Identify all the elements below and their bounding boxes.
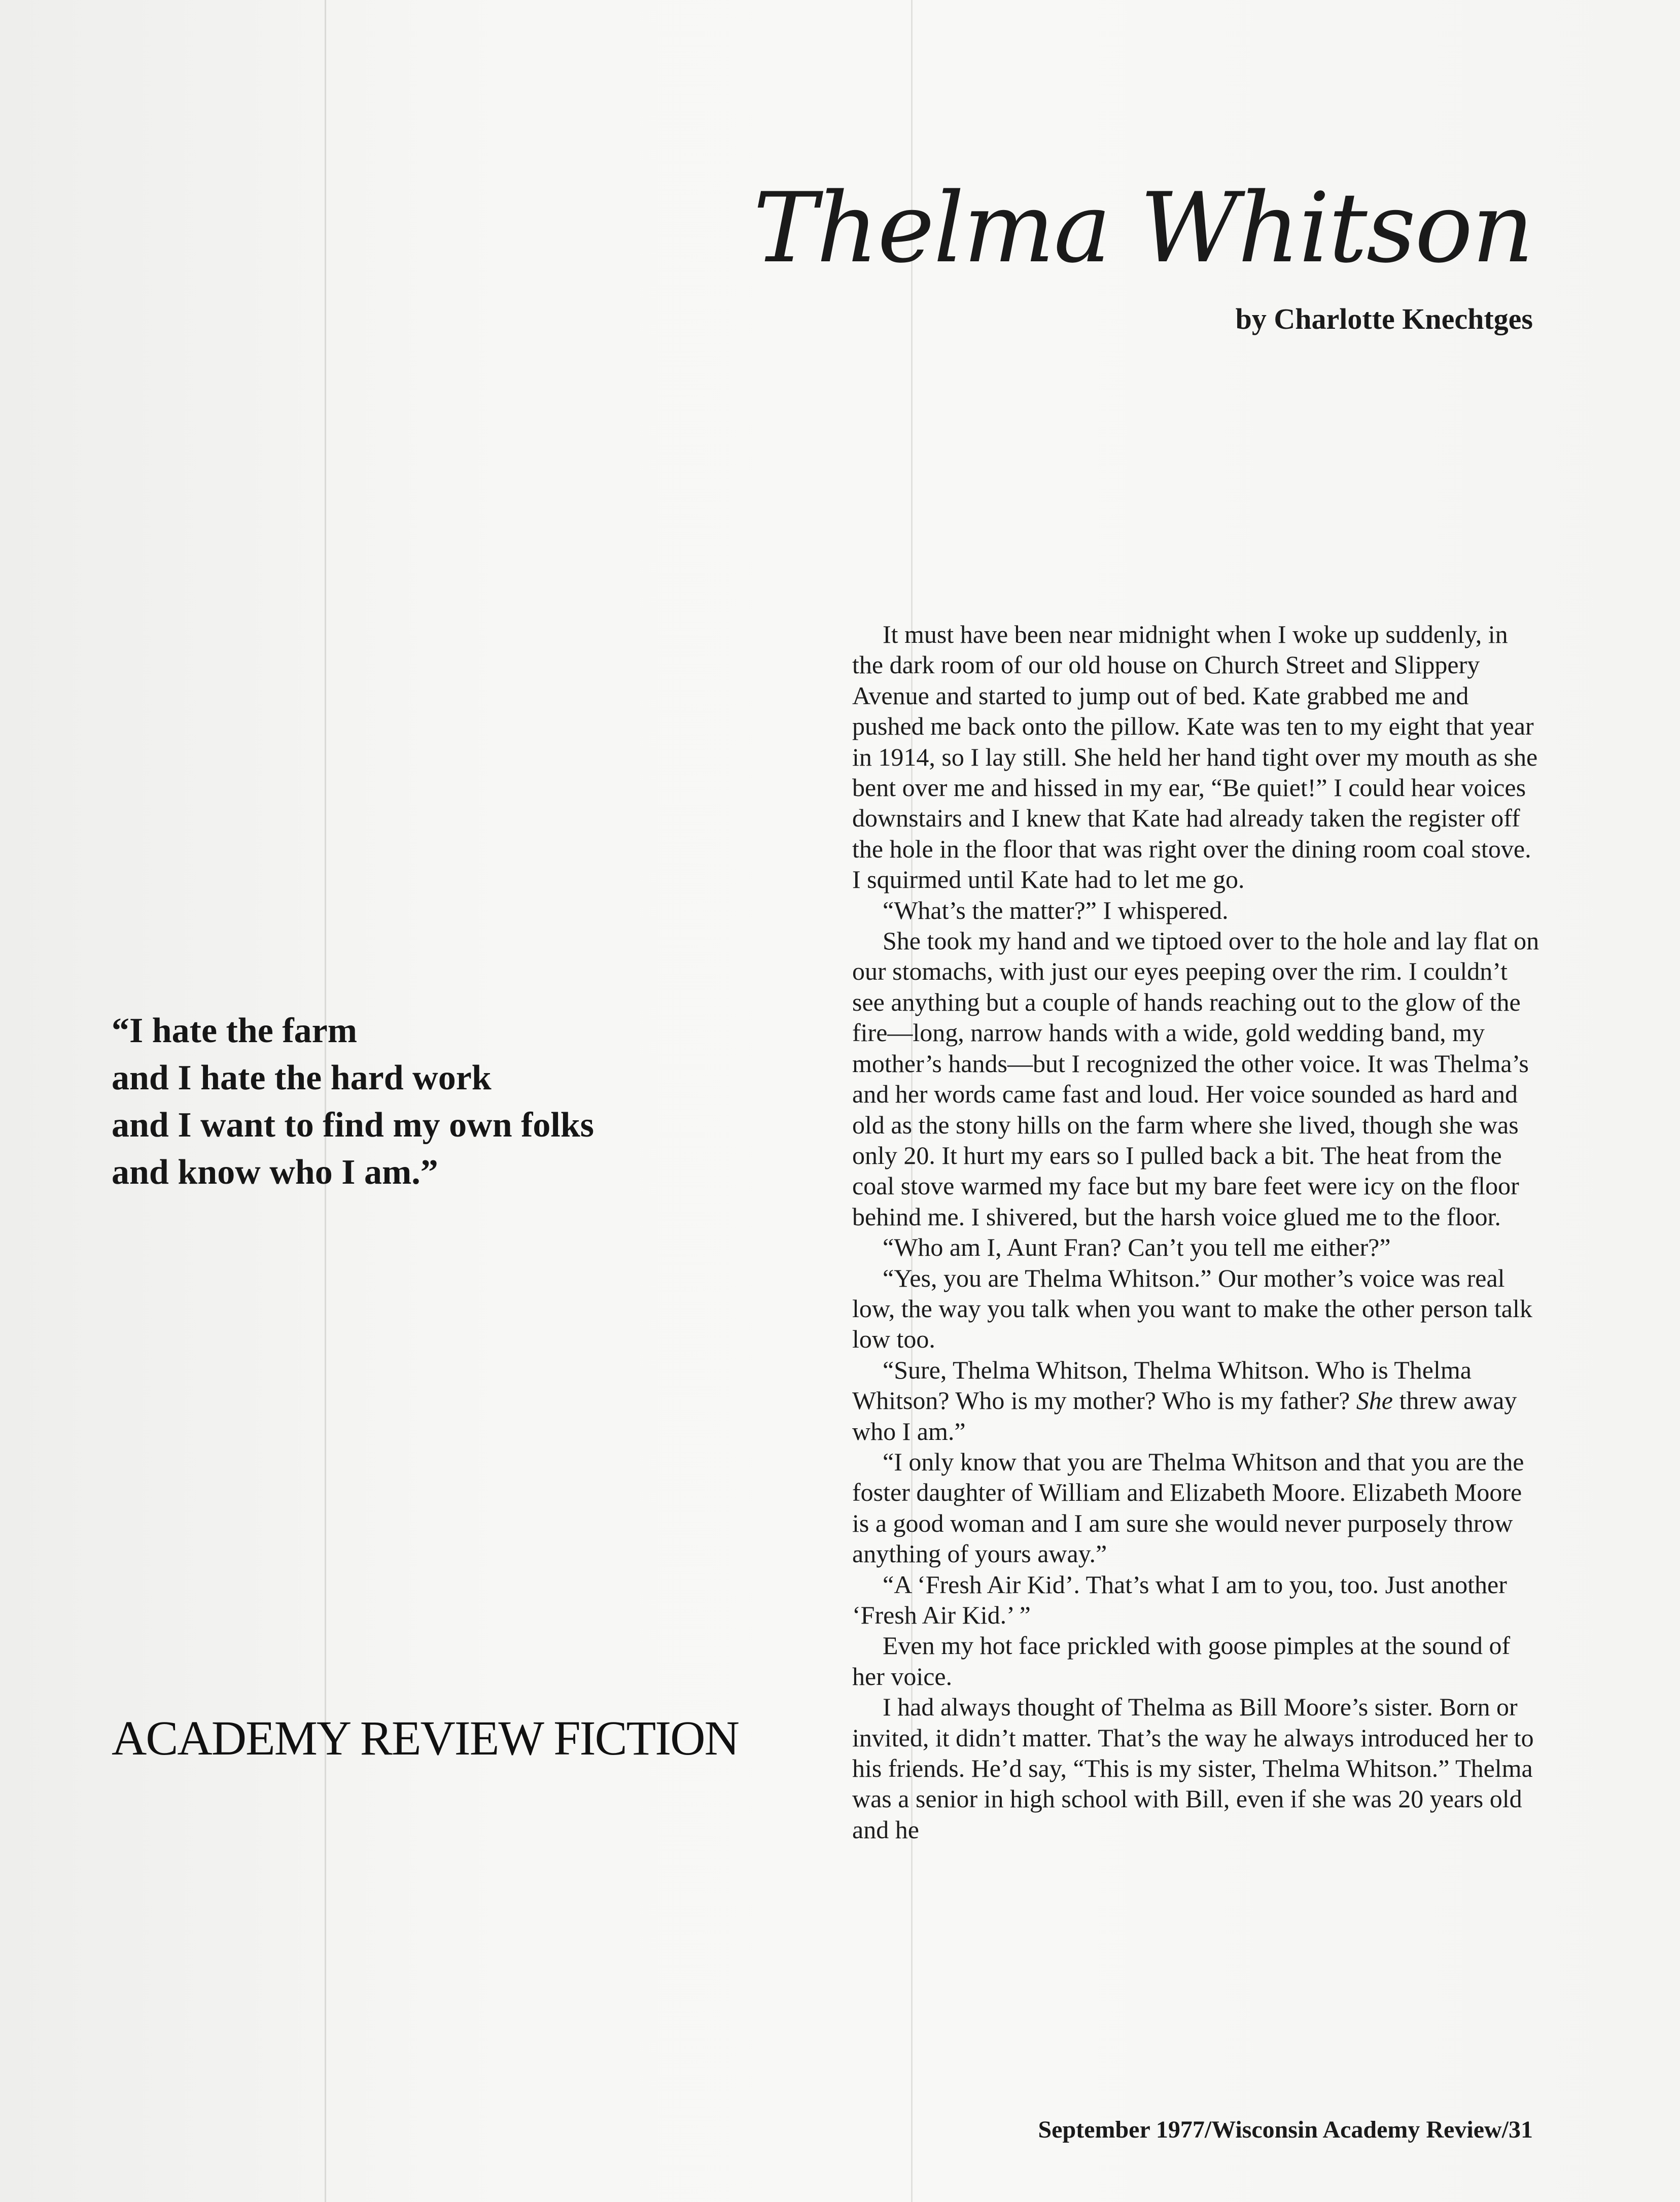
pull-quote-line: “I hate the farm [112,1011,358,1050]
story-body [852,619,1542,1845]
story-paragraph: I had always thought of Thelma as Bill Moore’s sister. Born or invited, it didn’t matter. That’s the way he always introduced her to his friends. He’d say, “This is my sister, Thelma Whitson.” Thelma was a senior in high school with Bill, even if she was 20 years old and he [852,1693,1534,1844]
story-paragraph [852,1355,1542,1447]
pull-quote-line: and know who I am.” [112,1153,438,1192]
pull-quote-line: and I want to find my own folks [112,1106,594,1145]
story-text: threw away who I am.” [852,1386,1517,1446]
story-paragraph: It must have been near midnight when I woke up suddenly, in the dark room of our old house on Church Street and Slippery Avenue and started to jump out of bed. Kate grabbed me and pushed me back onto the pillow. Kate was ten to my eight that year in 1914, so I lay still. She held her hand tight over my mouth as she bent over me and hissed in my ear, “Be quiet!” I could hear voices downstairs and I knew that Kate had already taken the register off the hole in the floor that was right over the dining room coal stove. I squirmed until Kate had to let me go. [852,620,1538,894]
story-paragraph: “Yes, you are Thelma Whitson.” Our mother’s voice was real low, the way you talk when you want to make the other person talk low too. [852,1263,1532,1354]
article-byline: by Charlotte Knechtges [1235,302,1533,335]
page-footer: September 1977/Wisconsin Academy Review/31 [1038,2116,1533,2143]
story-paragraph: “I only know that you are Thelma Whitson and that you are the foster daughter of William and Elizabeth Moore. Elizabeth Moore is a good woman and I am sure she would never purposely throw anything of yours away.” [852,1447,1524,1568]
pull-quote [112,1007,594,1196]
story-text: “Sure, Thelma Whitson, Thelma Whitson. Who is Thelma Whitson? Who is my mother? Who is my father? [852,1355,1472,1415]
article-title: Thelma Whitson [753,172,1533,284]
story-italic-word: She [1356,1386,1393,1415]
section-label: ACADEMY REVIEW FICTION [112,1711,739,1765]
story-paragraph: Even my hot face prickled with goose pimples at the sound of her voice. [852,1631,1511,1691]
pull-quote-line: and I hate the hard work [112,1058,492,1097]
story-paragraph: “A ‘Fresh Air Kid’. That’s what I am to you, too. Just another ‘Fresh Air Kid.’ ” [852,1570,1507,1629]
story-paragraph: “Who am I, Aunt Fran? Can’t you tell me either?” [883,1233,1391,1262]
story-paragraph: She took my hand and we tiptoed over to the hole and lay flat on our stomachs, with just our eyes peeping over the rim. I couldn’t see anything but a couple of hands reaching out to the glow of the fire—long, narrow hands with a wide, gold wedding band, my mother’s hands—but I recognized the other voice. It was Thelma’s and her words came fast and loud. Her voice sounded as hard and old as the stony hills on the farm where she lived, though she was only 20. It hurt my ears so I pulled back a bit. The heat from the coal stove warmed my face but my bare feet were icy on the floor behind me. I shivered, but the harsh voice glued me to the floor. [852,926,1539,1231]
story-paragraph: “What’s the matter?” I whispered. [883,896,1229,924]
